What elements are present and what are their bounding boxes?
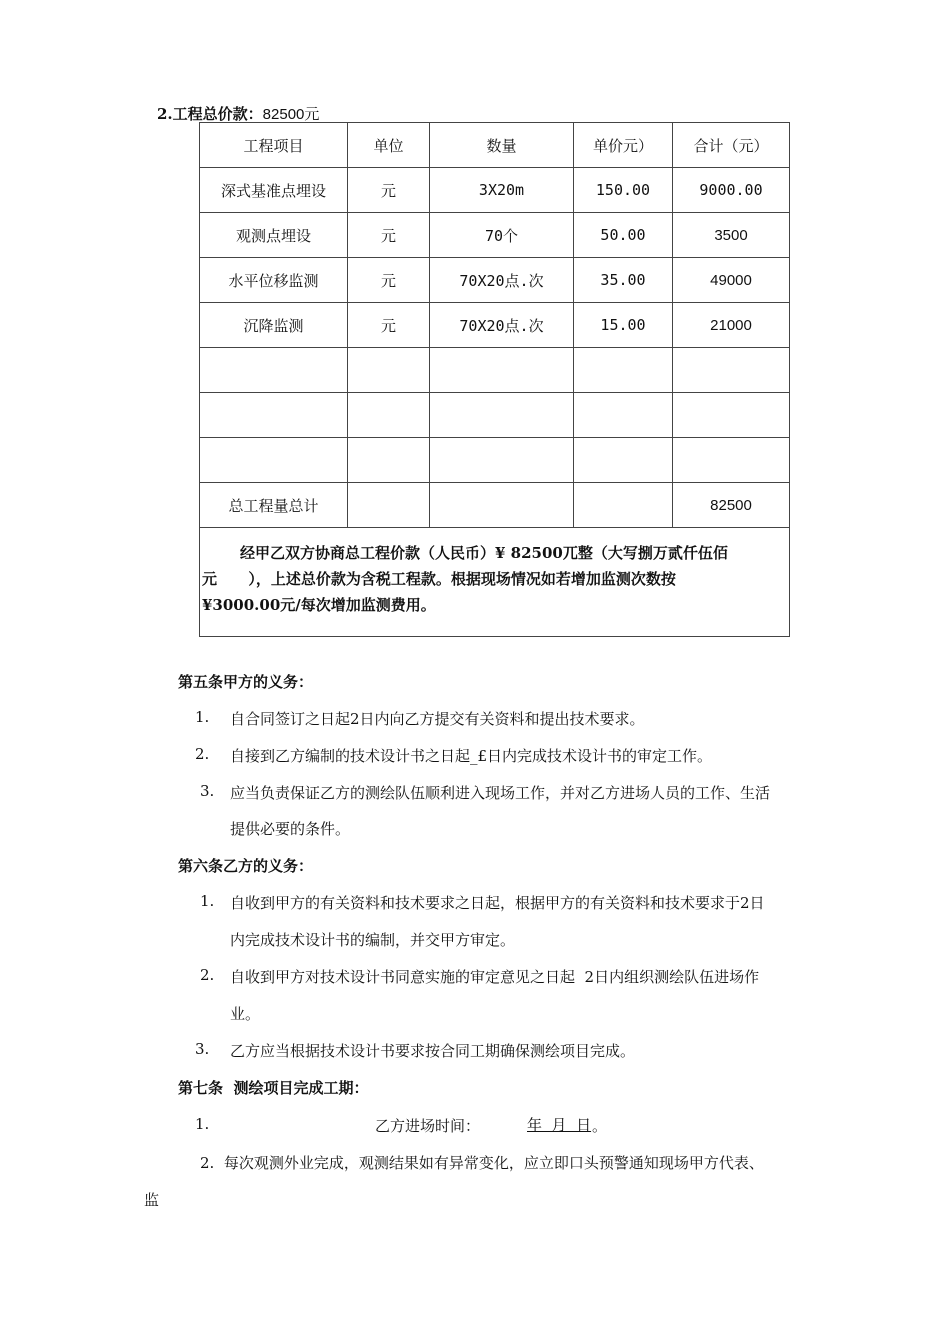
article-5-item-1-num: 1. — [195, 708, 210, 726]
cost-table — [199, 122, 790, 637]
table-cell — [200, 438, 348, 483]
table-row-empty — [200, 393, 790, 438]
table-cell — [574, 393, 673, 438]
article-7-item-1-end: 。 — [592, 1117, 608, 1135]
table-row — [200, 303, 790, 348]
table-cell: 水平位移监测 — [200, 258, 348, 303]
table-cell: 沉降监测 — [200, 303, 348, 348]
article-7-item-2: 2. 每次观测外业完成，观测结果如有异常变化，应立即口头预警通知现场甲方代表、 — [200, 1154, 764, 1172]
header-cell: 工程项目 — [200, 123, 348, 168]
section-2-amount: 82500 — [262, 106, 305, 123]
table-cell: 49000 — [673, 258, 790, 303]
article-6-item-1-num: 1. — [200, 892, 215, 910]
table-cell: 观测点埋设 — [200, 213, 348, 258]
table-cell: 35.00 — [574, 258, 673, 303]
table-cell: 15.00 — [574, 303, 673, 348]
article-5-title: 第五条甲方的义务： — [178, 673, 314, 691]
article-5-item-3-cont: 提供必要的条件。 — [230, 820, 351, 838]
table-row — [200, 168, 790, 213]
total-label: 总工程量总计 — [200, 483, 348, 528]
header-cell: 数量 — [430, 123, 574, 168]
table-cell — [574, 483, 673, 528]
note-line-3: ¥3000.00元/每次增加监测费用。 — [202, 596, 436, 614]
table-cell: 元 — [348, 303, 430, 348]
table-cell — [430, 483, 574, 528]
section-2-heading — [157, 103, 319, 124]
article-6-item-2: 自收到甲方对技术设计书同意实施的审定意见之日起 2日内组织测绘队伍进场作 — [230, 968, 760, 986]
article-6-item-2-num: 2. — [200, 966, 215, 984]
table-row-empty — [200, 348, 790, 393]
header-cell: 单价元） — [574, 123, 673, 168]
table-cell — [200, 393, 348, 438]
table-cell — [348, 393, 430, 438]
article-7-title: 第七条 测绘项目完成工期： — [178, 1079, 369, 1097]
table-cell — [673, 393, 790, 438]
table-cell: 150.00 — [574, 168, 673, 213]
table-cell: 3500 — [673, 213, 790, 258]
article-6-title: 第六条乙方的义务： — [178, 857, 314, 875]
table-cell: 3X20m — [430, 168, 574, 213]
article-6-item-3-num: 3. — [195, 1040, 210, 1058]
table-row — [200, 258, 790, 303]
note-line-2: 元 ），上述总价款为含税工程款。根据现场情况如若增加监测次数按 — [202, 570, 676, 588]
table-cell — [574, 438, 673, 483]
total-value: 82500 — [673, 483, 790, 528]
article-6-item-2-cont: 业。 — [230, 1005, 261, 1023]
article-6-item-1-cont: 内完成技术设计书的编制，并交甲方审定。 — [230, 931, 516, 949]
table-cell: 21000 — [673, 303, 790, 348]
table-header-row — [200, 123, 790, 168]
table-row-empty — [200, 438, 790, 483]
table-cell: 深式基准点埋设 — [200, 168, 348, 213]
table-cell: 50.00 — [574, 213, 673, 258]
header-cell: 合计（元） — [673, 123, 790, 168]
header-cell: 单位 — [348, 123, 430, 168]
article-5-item-3-num: 3. — [200, 782, 215, 800]
table-cell: 元 — [348, 258, 430, 303]
section-2-unit: 元 — [304, 105, 320, 123]
table-cell — [673, 438, 790, 483]
table-note-row — [200, 528, 790, 637]
table-cell: 元 — [348, 213, 430, 258]
table-cell: 元 — [348, 168, 430, 213]
price-note — [200, 528, 790, 637]
table-cell: 9000.00 — [673, 168, 790, 213]
note-line-1: 经甲乙双方协商总工程价款（人民币）¥ 82500兀整（大写捌万贰仟伍佰 — [240, 544, 728, 562]
table-cell — [200, 348, 348, 393]
table-cell — [348, 348, 430, 393]
table-cell — [673, 348, 790, 393]
table-cell: 70个 — [430, 213, 574, 258]
table-row — [200, 213, 790, 258]
article-5-item-3: 应当负责保证乙方的测绘队伍顺利进入现场工作，并对乙方进场人员的工作、生活 — [230, 784, 771, 802]
article-7-item-1-label: 乙方进场时间： — [375, 1117, 481, 1135]
article-6-item-1: 自收到甲方的有关资料和技术要求之日起，根据甲方的有关资料和技术要求于2日 — [230, 894, 765, 912]
article-7-item-1-date: 年 月 日 — [527, 1116, 592, 1134]
table-cell — [348, 483, 430, 528]
article-6-item-3: 乙方应当根据技术设计书要求按合同工期确保测绘项目完成。 — [230, 1042, 636, 1060]
article-5-item-1: 自合同签订之日起2日内向乙方提交有关资料和提出技术要求。 — [230, 710, 645, 728]
article-7-item-1-num: 1. — [195, 1115, 210, 1133]
table-cell — [430, 438, 574, 483]
table-cell — [574, 348, 673, 393]
article-7-item-2-cont: 监 — [144, 1191, 160, 1209]
article-5-item-2-num: 2. — [195, 745, 210, 763]
table-total-row — [200, 483, 790, 528]
table-cell: 70X20点.次 — [430, 258, 574, 303]
table-cell — [430, 393, 574, 438]
article-5-item-2: 自接到乙方编制的技术设计书之日起_£日内完成技术设计书的审定工作。 — [230, 747, 713, 765]
table-cell: 70X20点.次 — [430, 303, 574, 348]
table-cell — [430, 348, 574, 393]
table-cell — [348, 438, 430, 483]
section-2-label: 2.工程总价款： — [157, 105, 263, 123]
